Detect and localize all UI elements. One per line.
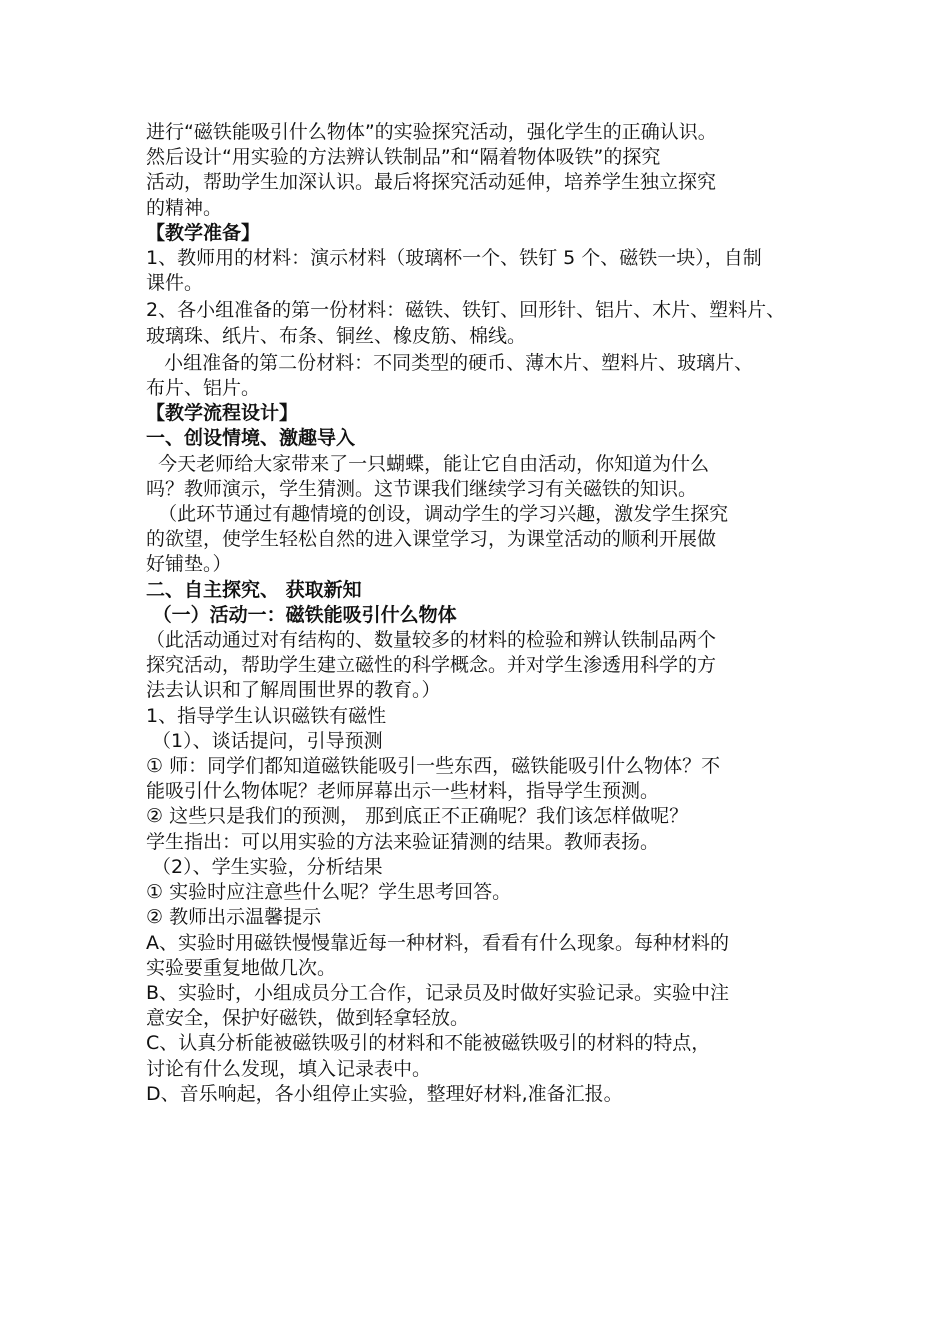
- paragraph-line: 课件。: [146, 272, 204, 295]
- paragraph-line: 吗？教师演示，学生猜测。这节课我们继续学习有关磁铁的知识。: [146, 477, 698, 500]
- paragraph-line: 1、指导学生认识磁铁有磁性: [146, 704, 387, 727]
- paragraph-line: （1）、谈话提问，引导预测: [146, 729, 383, 752]
- paragraph-line: 意安全，保护好磁铁，做到轻拿轻放。: [146, 1007, 470, 1030]
- paragraph-line: 学生指出：可以用实验的方法来验证猜测的结果。教师表扬。: [146, 830, 660, 853]
- paragraph-line: （此活动通过对有结构的、数量较多的材料的检验和辨认铁制品两个: [146, 629, 717, 652]
- paragraph-line: 讨论有什么发现，填入记录表中。: [146, 1057, 432, 1080]
- paragraph-line: 的欲望，使学生轻松自然的进入课堂学习，为课堂活动的顺利开展做: [146, 528, 717, 551]
- paragraph-line: ① 师：同学们都知道磁铁能吸引一些东西，磁铁能吸引什么物体？不: [146, 755, 721, 778]
- paragraph-line: 然后设计“用实验的方法辨认铁制品”和“隔着物体吸铁”的探究: [146, 146, 661, 169]
- paragraph-line: 实验要重复地做几次。: [146, 956, 337, 979]
- section-heading: 【教学准备】: [146, 221, 261, 244]
- paragraph-line: ② 这些只是我们的预测， 那到底正不正确呢？我们该怎样做呢？: [146, 805, 689, 828]
- paragraph-line: （2）、学生实验，分析结果: [146, 855, 383, 878]
- paragraph-line: 能吸引什么物体呢？老师屏幕出示一些材料，指导学生预测。: [146, 780, 660, 803]
- section-heading: 二、自主探究、 获取新知: [146, 578, 362, 601]
- paragraph-line: 1、教师用的材料：演示材料（玻璃杯一个、铁钉 5 个、磁铁一块），自制: [146, 247, 762, 270]
- paragraph-line: 法去认识和了解周围世界的教育。）: [146, 679, 441, 702]
- section-heading: 一、创设情境、激趣导入: [146, 427, 356, 450]
- paragraph-line: A、实验时用磁铁慢慢靠近每一种材料，看看有什么现象。每种材料的: [146, 931, 729, 954]
- paragraph-line: 布片、铝片。: [146, 377, 261, 400]
- paragraph-line: 2、各小组准备的第一份材料：磁铁、铁钉、回形针、铝片、木片、塑料片、: [146, 299, 786, 322]
- section-heading: 【教学流程设计】: [146, 402, 299, 425]
- subsection-heading: （一）活动一：磁铁能吸引什么物体: [146, 603, 457, 626]
- paragraph-line: （此环节通过有趣情境的创设，调动学生的学习兴趣，激发学生探究: [146, 503, 729, 526]
- paragraph-line: 进行“磁铁能吸引什么物体”的实验探究活动，强化学生的正确认识。: [146, 121, 717, 143]
- paragraph-line: C、认真分析能被磁铁吸引的材料和不能被磁铁吸引的材料的特点，: [146, 1032, 711, 1055]
- paragraph-line: 玻璃珠、纸片、布条、铜丝、橡皮筋、棉线。: [146, 324, 527, 347]
- paragraph-line: ① 实验时应注意些什么呢？学生思考回答。: [146, 881, 512, 904]
- document-body: [146, 120, 826, 1107]
- paragraph-line: 好铺垫。）: [146, 553, 232, 576]
- paragraph-line: 今天老师给大家带来了一只蝴蝶，能让它自由活动，你知道为什么: [146, 452, 710, 475]
- paragraph-line: D、音乐响起，各小组停止实验，整理好材料,准备汇报。: [146, 1082, 623, 1105]
- paragraph-line: 探究活动，帮助学生建立磁性的科学概念。并对学生渗透用科学的方: [146, 654, 717, 677]
- paragraph-line: B、实验时，小组成员分工合作，记录员及时做好实验记录。实验中注: [146, 981, 730, 1004]
- paragraph-line: 的精神。: [146, 196, 223, 219]
- paragraph-line: 小组准备的第二份材料：不同类型的硬币、薄木片、塑料片、玻璃片、: [146, 351, 754, 374]
- paragraph-line: 活动，帮助学生加深认识。最后将探究活动延伸，培养学生独立探究: [146, 171, 717, 194]
- paragraph-line: ② 教师出示温馨提示: [146, 906, 322, 929]
